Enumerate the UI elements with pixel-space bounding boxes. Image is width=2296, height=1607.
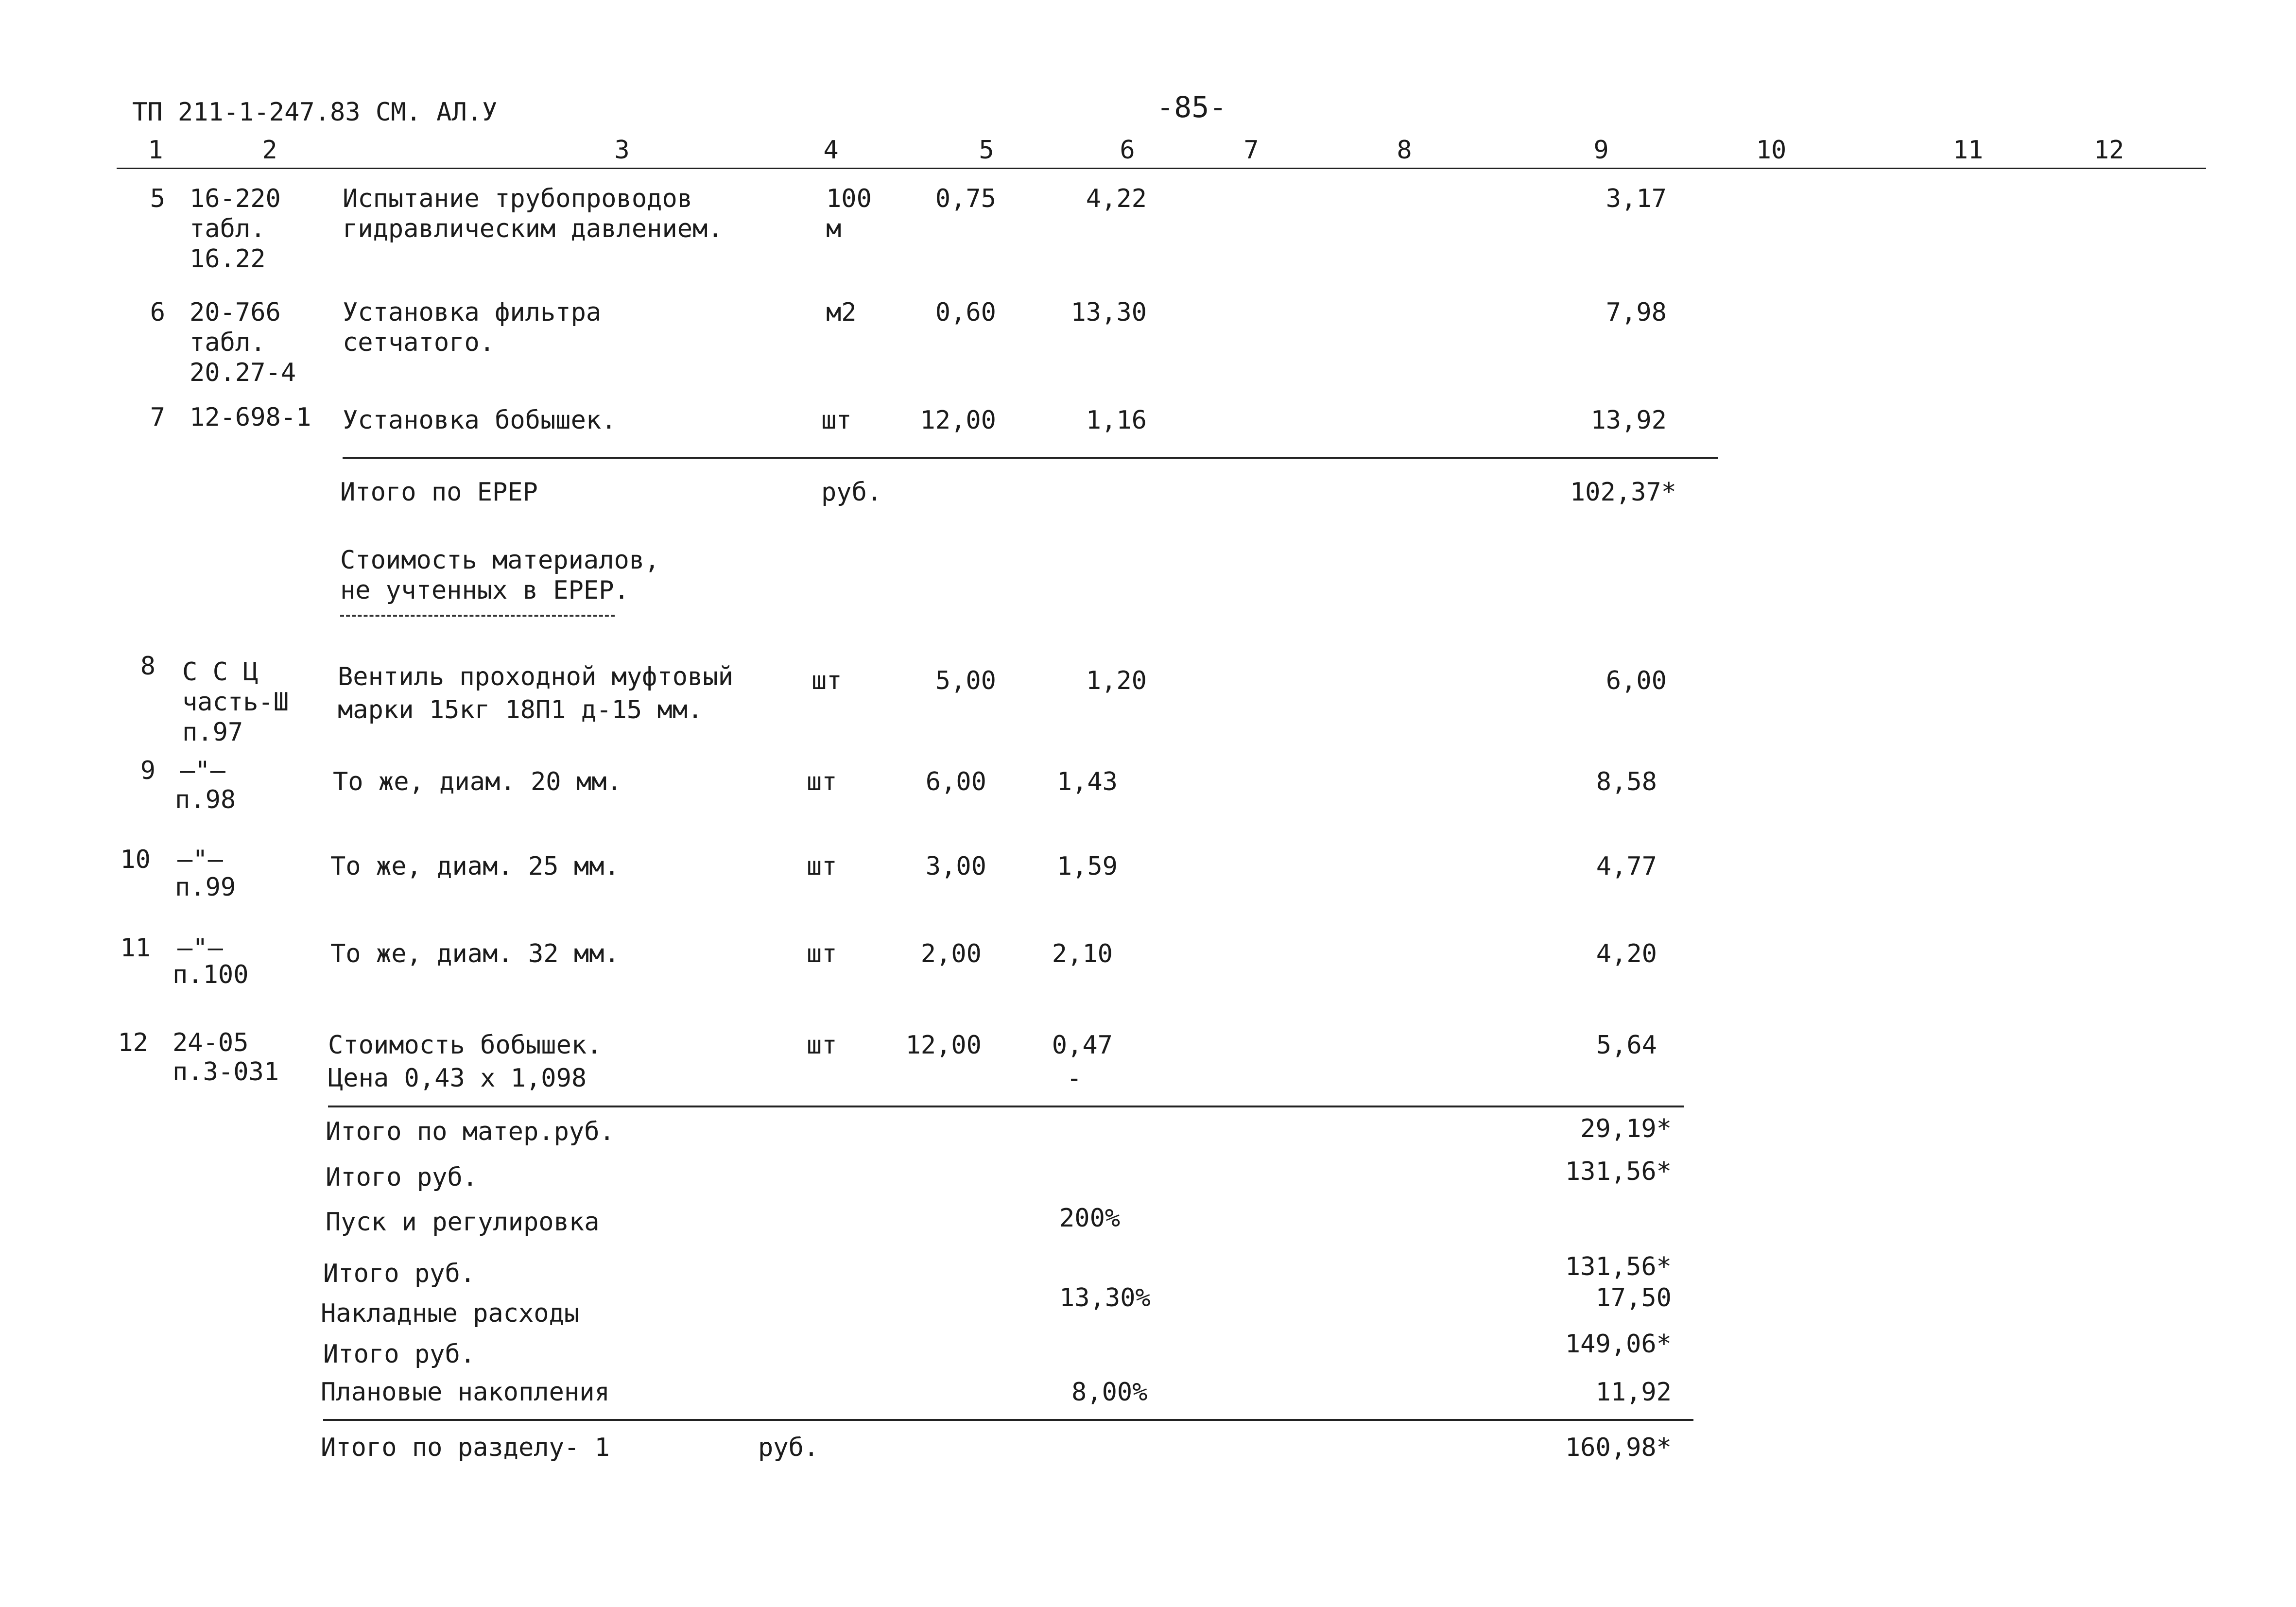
row-description: гидравлическим давлением. (343, 214, 723, 243)
summary-label: Итого руб. (323, 1259, 476, 1288)
column-number: 6 (1120, 136, 1135, 165)
row-number: 5 (150, 184, 165, 213)
row-quantity: 12,00 (905, 1031, 982, 1060)
row-number: 6 (150, 298, 165, 327)
row-total: 6,00 (1605, 666, 1667, 695)
summary-total: 131,56* (1565, 1252, 1672, 1281)
summary-total: 149,06* (1565, 1330, 1672, 1359)
summary-label: Накладные расходы (321, 1299, 580, 1328)
column-number: 9 (1593, 136, 1609, 165)
row-quantity: 3,00 (925, 852, 986, 881)
summary-total: 131,56* (1565, 1157, 1672, 1186)
subtotal-total: 102,37* (1570, 478, 1676, 507)
row-code: п.3-031 (173, 1057, 279, 1087)
column-number: 2 (262, 136, 277, 165)
row-unit: шт (807, 767, 837, 796)
row-unit: шт (807, 1031, 837, 1060)
row-description: То же, диам. 25 мм. (330, 852, 620, 881)
row-total: 4,77 (1596, 852, 1657, 881)
subtotal-unit: руб. (821, 478, 882, 507)
row-description: сетчатого. (343, 328, 495, 357)
row-number: 9 (140, 756, 155, 785)
row-number: 10 (120, 845, 151, 874)
column-number: 1 (148, 136, 163, 165)
row-code: 20-766 (190, 298, 281, 327)
summary-percent: 8,00% (1071, 1378, 1148, 1407)
page-number: -85- (1157, 90, 1227, 124)
row-price-mark: - (1067, 1064, 1082, 1093)
row-price: 4,22 (1086, 184, 1147, 213)
summary-percent: 200% (1059, 1204, 1121, 1233)
summary-percent: 13,30% (1059, 1283, 1151, 1313)
section-total-unit: руб. (758, 1433, 819, 1462)
row-description: Цена 0,43 х 1,098 (328, 1064, 587, 1093)
row-total: 8,58 (1596, 767, 1657, 796)
row-code: табл. (190, 328, 266, 357)
row-price: 2,10 (1052, 939, 1113, 968)
row-description: Стоимость бобышек. (328, 1031, 602, 1060)
column-number: 3 (614, 136, 630, 165)
row-description: Вентиль проходной муфтовый (338, 662, 733, 691)
row-total: 13,92 (1590, 406, 1667, 435)
row-unit: шт (807, 939, 837, 968)
row-total: 7,98 (1605, 298, 1667, 327)
column-number: 4 (823, 136, 839, 165)
row-code: п.100 (173, 960, 249, 989)
column-number: 5 (979, 136, 994, 165)
summary-label: Пуск и регулировка (326, 1208, 600, 1237)
row-quantity: 0,75 (935, 184, 996, 213)
row-description: То же, диам. 32 мм. (330, 939, 620, 968)
row-unit: шт (811, 666, 842, 695)
row-code: С С Ц (182, 657, 259, 687)
row-description: Установка фильтра (343, 298, 602, 327)
row-quantity: 5,00 (935, 666, 996, 695)
row-number: 8 (140, 652, 155, 681)
row-quantity: 6,00 (925, 767, 986, 796)
subtotal-label: Итого по ЕРЕР (340, 478, 538, 507)
row-unit: шт (821, 406, 852, 435)
row-code: 16-220 (190, 184, 281, 213)
row-number: 7 (150, 403, 165, 432)
row-description: То же, диам. 20 мм. (333, 767, 622, 796)
row-description: марки 15кг 18П1 д-15 мм. (338, 695, 703, 725)
row-price: 13,30 (1070, 298, 1147, 327)
column-number: 7 (1243, 136, 1259, 165)
row-price: 0,47 (1052, 1031, 1113, 1060)
row-price: 1,59 (1056, 852, 1118, 881)
summary-total: 11,92 (1595, 1378, 1672, 1407)
summary-total: 29,19* (1580, 1114, 1672, 1143)
row-code: п.99 (175, 873, 236, 902)
subtotal-rule (343, 457, 1718, 459)
materials-heading-underline (340, 615, 615, 617)
row-code: —"— (177, 933, 223, 963)
row-code: —"— (177, 845, 223, 874)
section-total-rule (323, 1419, 1693, 1421)
row-unit: шт (807, 852, 837, 881)
column-number: 12 (2093, 136, 2124, 165)
row-quantity: 0,60 (935, 298, 996, 327)
row-total: 4,20 (1596, 939, 1657, 968)
section-total-value: 160,98* (1565, 1433, 1672, 1462)
row-code: 16.22 (190, 244, 266, 274)
column-number: 10 (1756, 136, 1787, 165)
header-rule (117, 168, 2206, 169)
row-number: 11 (120, 933, 151, 963)
column-number: 8 (1397, 136, 1412, 165)
row-code: п.98 (175, 785, 236, 814)
materials-heading: не учтенных в ЕРЕР. (340, 576, 629, 605)
row-unit: м2 (826, 298, 857, 327)
row-code: табл. (190, 214, 266, 243)
row-total: 3,17 (1605, 184, 1667, 213)
row-unit: 100 (826, 184, 872, 213)
row-code: п.97 (182, 718, 243, 747)
row-number: 12 (118, 1028, 148, 1057)
row-code: —"— (180, 756, 225, 785)
row-code: 24-05 (173, 1028, 249, 1057)
materials-heading: Стоимость материалов, (340, 546, 660, 575)
row-price: 1,20 (1086, 666, 1147, 695)
row-description: Испытание трубопроводов (343, 184, 693, 213)
summary-label: Итого руб. (326, 1163, 478, 1192)
row-total: 5,64 (1596, 1031, 1657, 1060)
row-quantity: 2,00 (920, 939, 982, 968)
row-quantity: 12,00 (920, 406, 996, 435)
summary-label: Плановые накопления (321, 1378, 610, 1407)
row-code: часть-Ш (182, 688, 289, 717)
document-code: ТП 211-1-247.83 СМ. АЛ.У (132, 98, 498, 127)
column-number: 11 (1952, 136, 1984, 165)
row-code: 12-698-1 (190, 403, 311, 432)
materials-total-rule (328, 1106, 1684, 1107)
summary-label: Итого по матер.руб. (326, 1117, 615, 1146)
row-description: Установка бобышек. (343, 406, 617, 435)
summary-total: 17,50 (1595, 1283, 1672, 1313)
summary-label: Итого руб. (323, 1340, 476, 1369)
row-price: 1,16 (1086, 406, 1147, 435)
row-unit: м (826, 214, 842, 243)
section-total-label: Итого по разделу- 1 (321, 1433, 610, 1462)
row-price: 1,43 (1056, 767, 1118, 796)
row-code: 20.27-4 (190, 358, 296, 387)
